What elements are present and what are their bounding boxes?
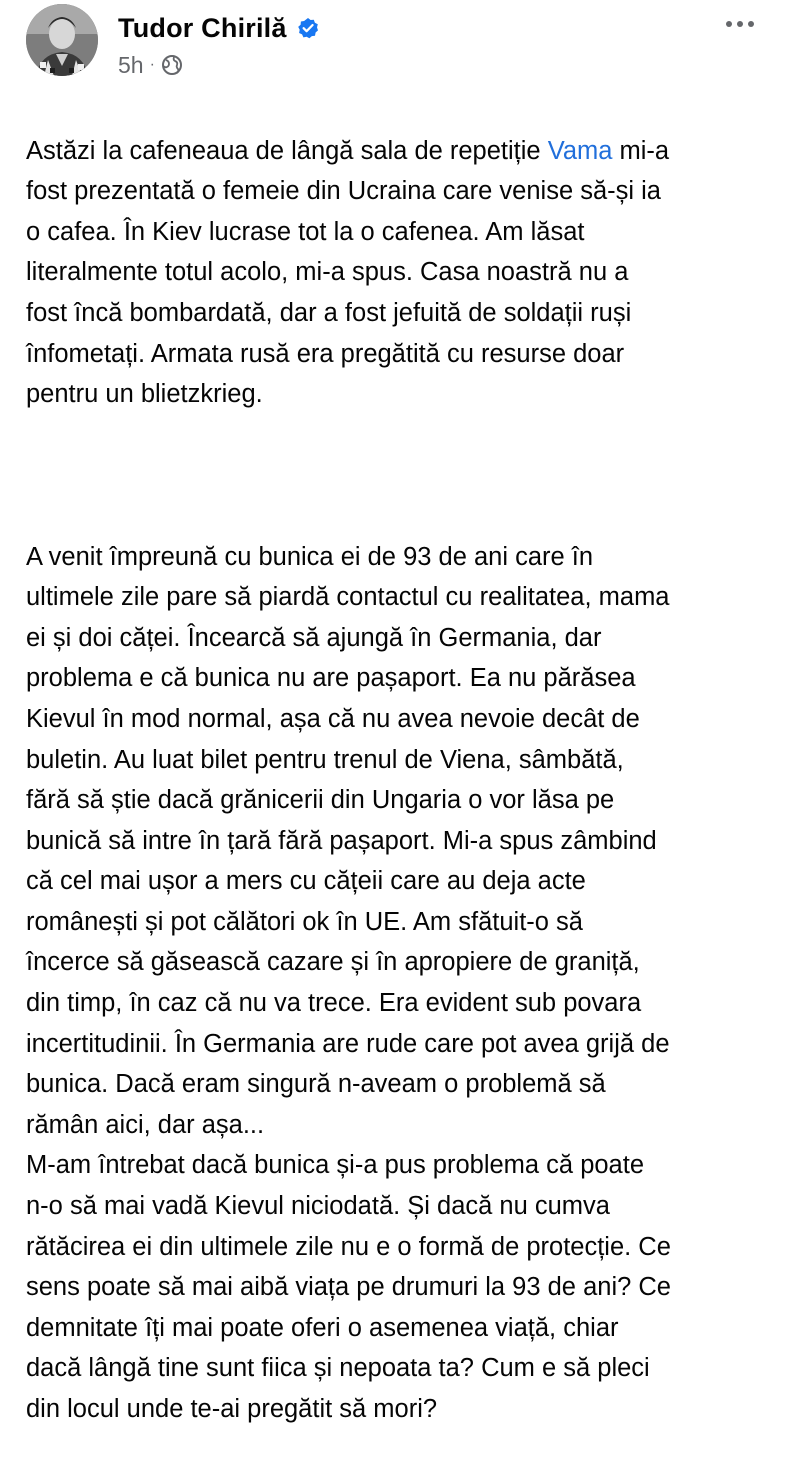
post-text-line: problema e că bunica nu are pașaport. Ea nu părăsea bbox=[26, 664, 636, 693]
post-text-line: sens poate să mai aibă viața pe drumuri la 93 de ani? Ce bbox=[26, 1273, 671, 1302]
avatar-photo bbox=[26, 4, 98, 76]
more-options-button[interactable] bbox=[720, 12, 760, 36]
post-text-segment: mi-a bbox=[612, 136, 670, 165]
post-text-segment: Astăzi la cafeneaua de lângă sala de repetiție bbox=[26, 136, 548, 165]
post-text-line: din timp, în caz că nu va trece. Era evident sub povara bbox=[26, 989, 642, 1018]
post-text-line: fără să știe dacă grănicerii din Ungaria o vor lăsa pe bbox=[26, 786, 615, 815]
post-text-line: ei și doi căței. Încearcă să ajungă în Germania, dar bbox=[26, 623, 602, 652]
post-text-line: Kievul în mod normal, așa că nu avea nevoie decât de bbox=[26, 704, 640, 733]
post-text-line: înfometați. Armata rusă era pregătită cu resurse doar bbox=[26, 339, 625, 368]
post-text-line: M-am întrebat dacă bunica și-a pus problema că poate bbox=[26, 1151, 645, 1180]
post-text-line: încerce să găsească cazare și în apropiere de graniță, bbox=[26, 948, 640, 977]
post-text-line: ultimele zile pare să piardă contactul cu realitatea, mama bbox=[26, 583, 670, 612]
author-name[interactable]: Tudor Chirilă bbox=[118, 12, 287, 43]
post-text-line: fost prezentată o femeie din Ucraina care venise să-și ia bbox=[26, 177, 661, 206]
post-text-line: o cafea. În Kiev lucrase tot la o cafenea. Am lăsat bbox=[26, 217, 585, 246]
post-text-line: n-o să mai vadă Kievul niciodată. Și dacă nu cumva bbox=[26, 1192, 610, 1221]
post-text-line: rămân aici, dar așa... bbox=[26, 1110, 265, 1139]
post-header bbox=[26, 4, 776, 84]
post-text-line: dacă lângă tine sunt fiica și nepoata ta? Cum e să pleci bbox=[26, 1354, 650, 1383]
post-text-line: incertitudinii. În Germania are rude care pot avea grijă de bbox=[26, 1029, 670, 1058]
author-row bbox=[118, 12, 319, 44]
post-text-line: buletin. Au luat bilet pentru trenul de Viena, sâmbătă, bbox=[26, 745, 624, 774]
post-text-line: că cel mai ușor a mers cu cățeii care au deja acte bbox=[26, 867, 586, 896]
post-text-line: pentru un blietzkrieg. bbox=[26, 380, 263, 409]
post-text-line: demnitate îți mai poate oferi o asemenea viață, chiar bbox=[26, 1313, 619, 1342]
verified-badge-icon bbox=[297, 17, 319, 39]
author-avatar[interactable] bbox=[26, 4, 98, 76]
post-paragraph-1 bbox=[26, 131, 778, 415]
post-meta bbox=[118, 51, 183, 79]
post-text-line: din locul unde te-ai pregătit să mori? bbox=[26, 1395, 438, 1423]
paragraph-gap bbox=[26, 455, 778, 496]
more-options-dot bbox=[737, 21, 743, 27]
post-paragraph-2 bbox=[26, 537, 778, 1430]
post-text-line: bunica. Dacă eram singură n-aveam o problemă să bbox=[26, 1070, 606, 1099]
post-text-line: românești și pot călători ok în UE. Am sfătuit-o să bbox=[26, 907, 583, 936]
post-timestamp[interactable]: 5h bbox=[118, 51, 144, 78]
post-text-line: fost încă bombardată, dar a fost jefuită de soldații ruși bbox=[26, 298, 632, 327]
post-text-line: literalmente totul acolo, mi-a spus. Casa noastră nu a bbox=[26, 258, 629, 287]
globe-icon[interactable] bbox=[161, 54, 183, 76]
post-text-line: rătăcirea ei din ultimele zile nu e o formă de protecție. Ce bbox=[26, 1232, 671, 1261]
more-options-dot bbox=[748, 21, 754, 27]
meta-separator: · bbox=[149, 56, 155, 73]
post-body bbox=[26, 90, 778, 1470]
post-text-line: bunică să intre în țară fără pașaport. Mi-a spus zâmbind bbox=[26, 826, 657, 855]
post-text-line bbox=[26, 131, 778, 172]
post-text-line: A venit împreună cu bunica ei de 93 de ani care în bbox=[26, 542, 594, 571]
mention-link[interactable]: Vama bbox=[547, 136, 613, 165]
more-options-dot bbox=[726, 21, 732, 27]
